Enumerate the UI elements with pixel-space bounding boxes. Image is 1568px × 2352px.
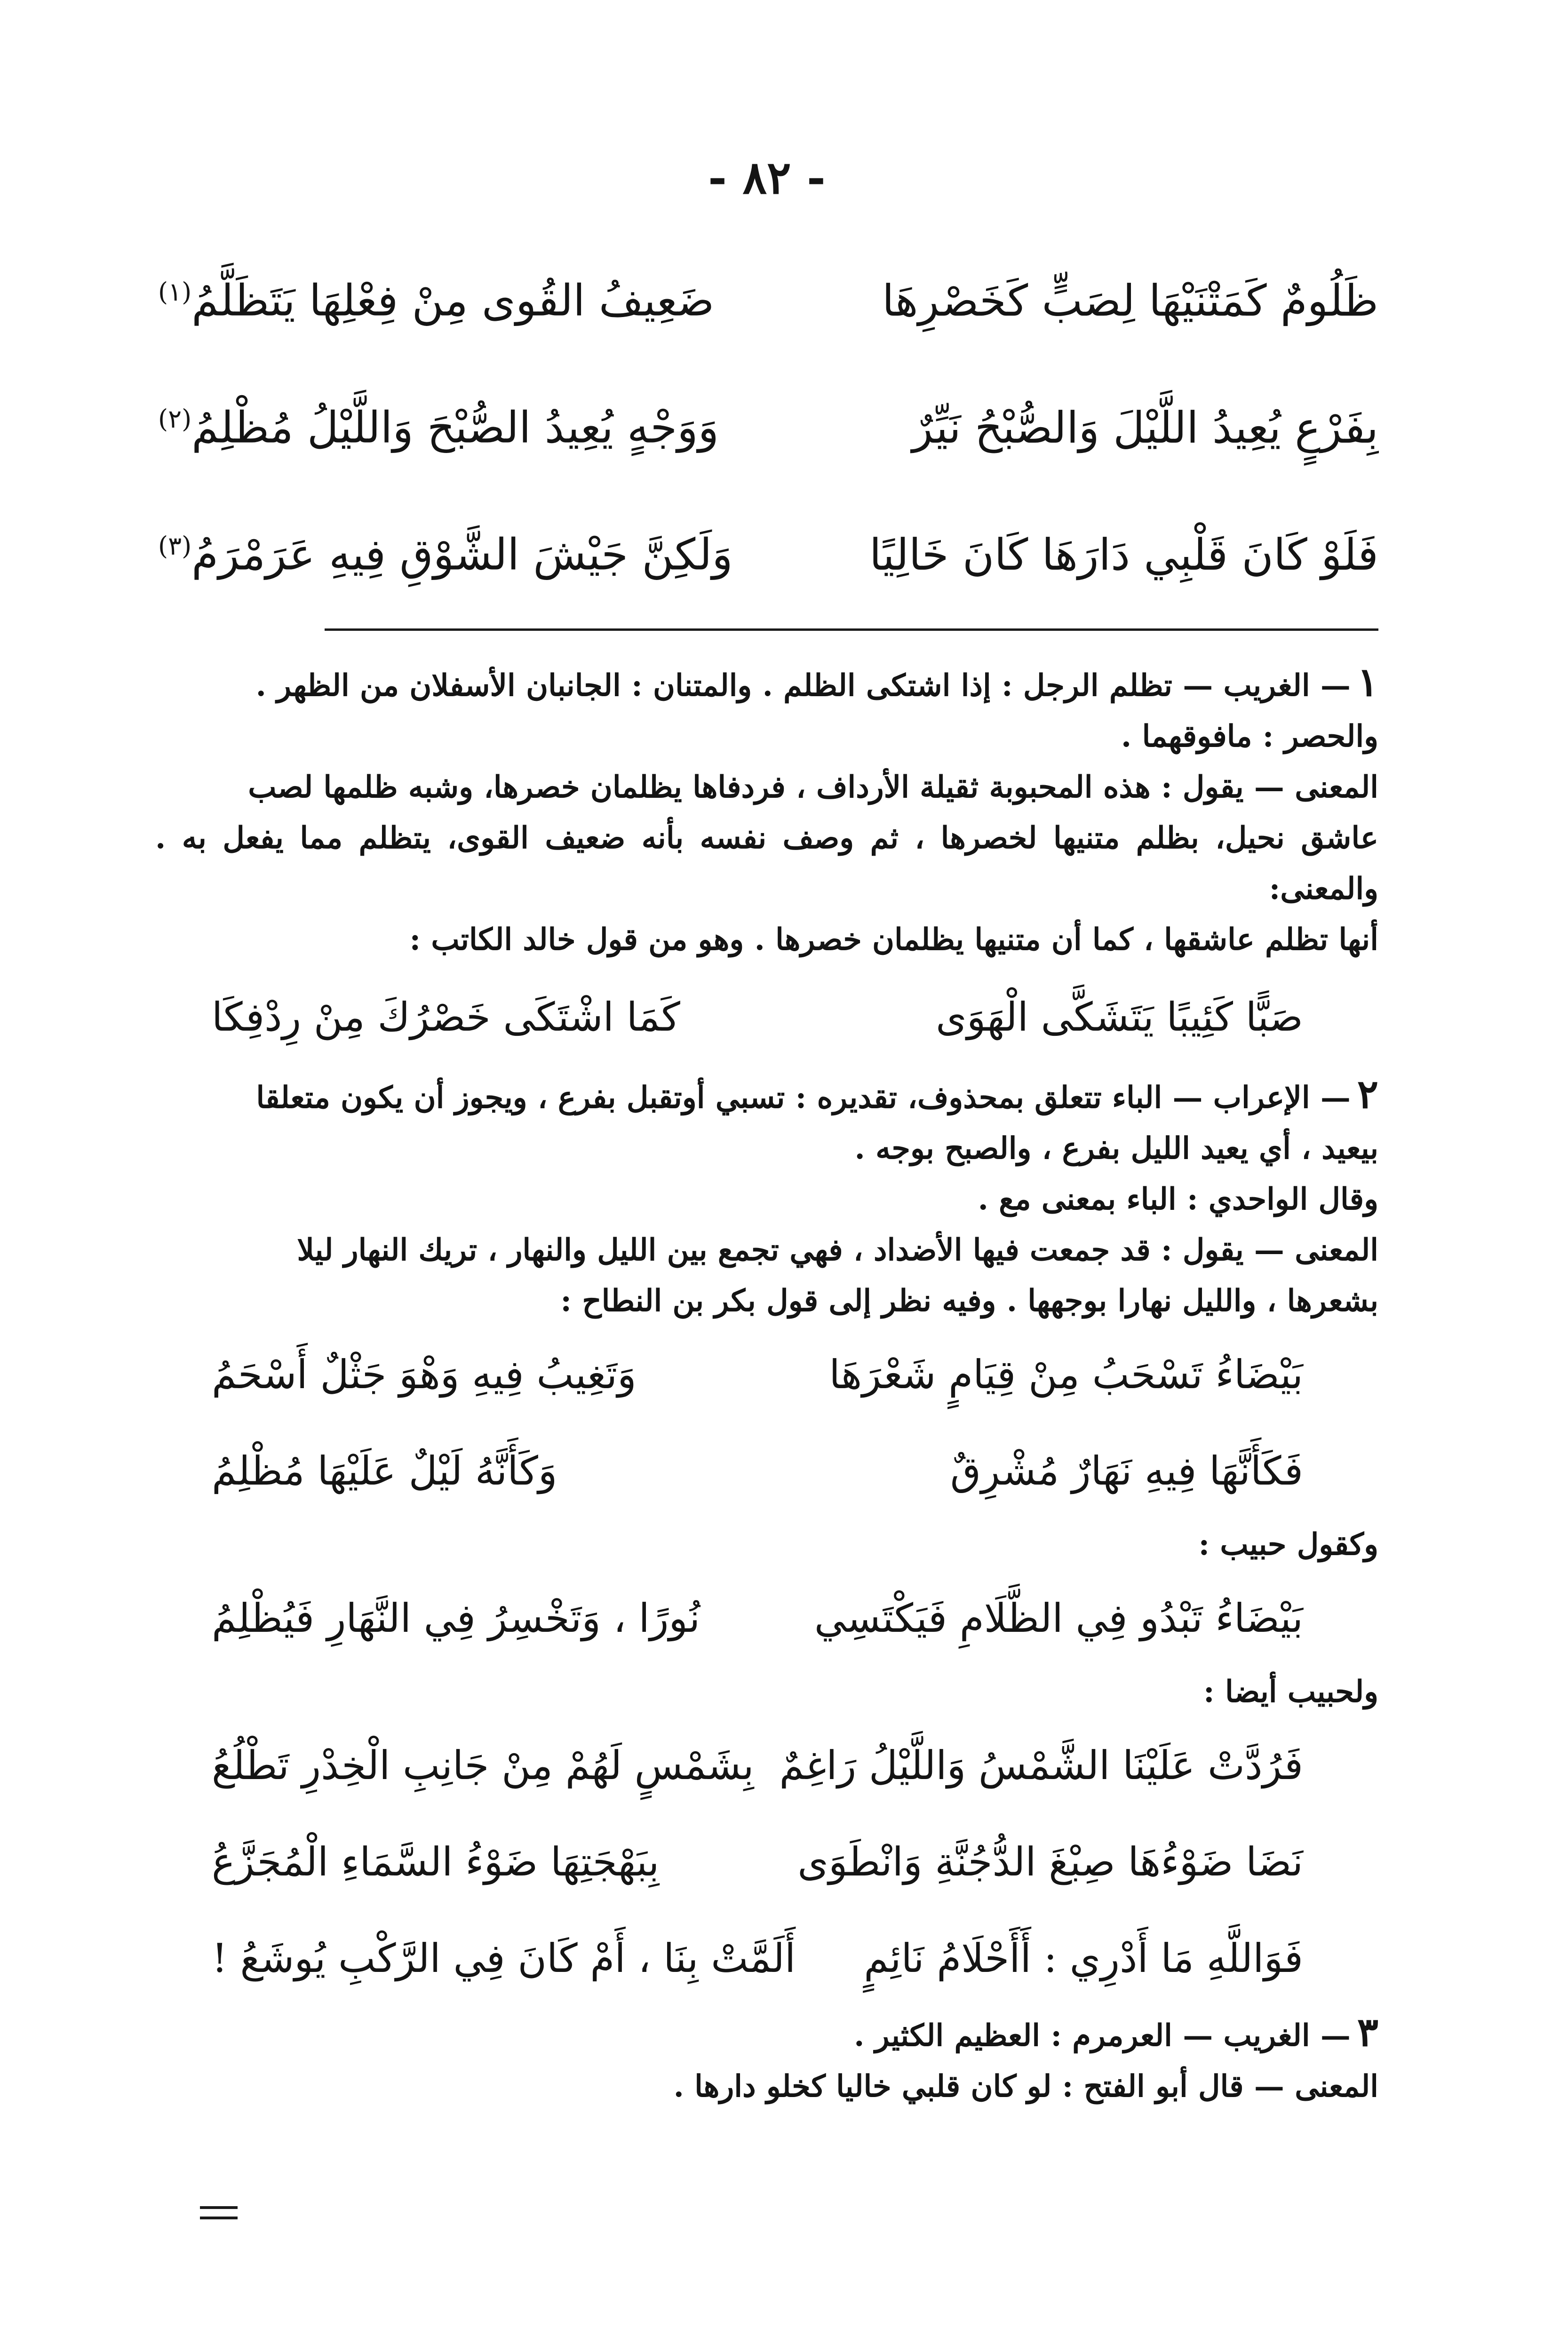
- note-2-line-1: [155, 1069, 1378, 1123]
- page-number: - ٨٢ -: [708, 151, 826, 204]
- note-2-grammar: — الإعراب — الباء تتعلق بمحذوف، تقديره : تسبي أوتقبل بفرع ، ويجوز أن يكون متعلقا: [256, 1080, 1351, 1115]
- note-2-habib-intro: وكقول حبيب :: [1198, 1527, 1378, 1562]
- footnote-ref-1: (١): [158, 277, 192, 307]
- note-1-line-2: والحصر : مافوقهما .: [1121, 719, 1378, 754]
- note-2-quoted-verse-2: [155, 1423, 1378, 1519]
- note-2-quote-3-second: نُورًا ، وَتَخْسِرُ فِي النَّهَارِ فَيُظْلِمُ: [212, 1595, 700, 1641]
- note-2-quote-4-second: بِشَمْسٍ لَهُمْ مِنْ جَانِبِ الْخِدْرِ تَطْلُعُ: [212, 1742, 754, 1788]
- verse-1-first-hemistich: ظَلُومٌ كَمَتْنَيْهَا لِصَبٍّ كَخَصْرِهَا: [882, 275, 1378, 326]
- note-1-quoted-verse: [155, 965, 1378, 1069]
- note-2-quote-1-first: بَيْضَاءُ تَسْحَبُ مِنْ قِيَامٍ شَعْرَهَا: [829, 1351, 1303, 1398]
- note-1-line-1: [155, 657, 1378, 711]
- note-2-quoted-verse-6: [155, 1910, 1378, 2007]
- verse-3-second-text: وَلَكِنَّ جَيْشَ الشَّوْقِ فِيهِ عَرَمْرَمُ: [191, 529, 733, 580]
- note-2-quote-2-second: وَكَأَنَّهُ لَيْلٌ عَلَيْهَا مُظْلِمُ: [212, 1448, 557, 1494]
- footnote-ref-2: (٢): [158, 404, 192, 434]
- note-3-meaning-1: المعنى — قال أبو الفتح : لو كان قلبي خاليا كخلو دارها .: [673, 2069, 1378, 2104]
- note-3-gloss: — الغريب — العرمرم : العظيم الكثير .: [854, 2018, 1351, 2053]
- verse-2-second-hemistich: [155, 356, 719, 492]
- verse-1-second-text: ضَعِيفُ القُوى مِنْ فِعْلِهَا يَتَظَلَّمُ: [191, 275, 715, 326]
- verse-1-second-hemistich: [155, 229, 714, 365]
- note-2-quoted-verse-1: [155, 1327, 1378, 1423]
- book-page: [155, 151, 1378, 2112]
- note-1-meaning-3: أنها تظلم عاشقها ، كما أن متنيها يظلمان خصرها . وهو من قول خالد الكاتب :: [409, 922, 1378, 957]
- note-2-quote-3-first: بَيْضَاءُ تَبْدُو فِي الظَّلَامِ فَيَكْتَسِي: [814, 1595, 1303, 1641]
- note-2-meaning-1: المعنى — يقول : قد جمعت فيها الأضداد ، فهي تجمع بين الليل والنهار ، تريك النهار ليلا: [297, 1232, 1378, 1268]
- note-2-quoted-verse-3: [155, 1570, 1378, 1667]
- note-3-number: ٣: [1357, 2009, 1378, 2055]
- note-1-gloss: — الغريب — تظلم الرجل : إذا اشتكى الظلم . والمتنان : الجانبان الأسفلان من الظهر .: [255, 668, 1351, 703]
- note-1-meaning-2: عاشق نحيل، بظلم متنيها لخصرها ، ثم وصف نفسه بأنه ضعيف القوى، يتظلم مما يفعل به . والمعنى:: [155, 820, 1378, 906]
- note-1-meaning-1: المعنى — يقول : هذه المحبوبة ثقيلة الأرداف ، فردفاها يظلمان خصرها، وشبه ظلمها لصب: [248, 770, 1378, 805]
- note-2-quoted-verse-5: [155, 1814, 1378, 1910]
- verse-line-3: [155, 483, 1378, 610]
- note-2-meaning-2: بشعرها ، والليل نهارا بوجهها . وفيه نظر إلى قول بكر بن النطاح :: [560, 1283, 1378, 1319]
- note-2-quote-6-first: فَوَاللَّهِ مَا أَدْرِي : أَأَحْلَامُ نَائِمٍ: [864, 1935, 1303, 1981]
- continuation-mark: [200, 2206, 238, 2220]
- note-2-line-2: بيعيد ، أي يعيد الليل بفرع ، والصبح بوجه .: [854, 1131, 1378, 1166]
- note-2-line-3: وقال الواحدي : الباء بمعنى مع .: [978, 1182, 1378, 1217]
- note-1-quote-first: صَبًّا كَئِيبًا يَتَشَكَّى الْهَوَى: [936, 994, 1303, 1040]
- note-2-quote-1-second: وَتَغِيبُ فِيهِ وَهْوَ جَثْلٌ أَسْحَمُ: [212, 1351, 637, 1398]
- note-2-quoted-verse-4: [155, 1717, 1378, 1814]
- note-2-quote-2-first: فَكَأَنَّهَا فِيهِ نَهَارٌ مُشْرِقٌ: [950, 1448, 1303, 1494]
- note-1-quote-second: كَمَا اشْتَكَى خَصْرُكَ مِنْ رِدْفِكَا: [212, 994, 680, 1040]
- verse-2-first-hemistich: بِفَرْعٍ يُعِيدُ اللَّيْلَ وَالصُّبْحُ نَيِّرٌ: [912, 402, 1378, 453]
- note-2-quote-6-second: أَلَمَّتْ بِنَا ، أَمْ كَانَ فِي الرَّكْبِ يُوشَعُ !: [212, 1935, 796, 1981]
- footnote-ref-3: (٣): [158, 531, 192, 561]
- verse-line-2: [155, 356, 1378, 483]
- footnote-divider: [325, 628, 1378, 631]
- verse-line-1: [155, 229, 1378, 356]
- note-2-quote-5-first: نَضَا ضَوْءُهَا صِبْغَ الدُّجُنَّةِ وَانْطَوَى: [797, 1839, 1303, 1885]
- note-3-line-1: [155, 2007, 1378, 2061]
- verse-2-second-text: وَوَجْهٍ يُعِيدُ الصُّبْحَ وَاللَّيْلُ مُظْلِمُ: [191, 402, 719, 453]
- verse-3-second-hemistich: [155, 483, 733, 619]
- note-2-habib-also: ولحبيب أيضا :: [1203, 1674, 1378, 1709]
- note-2-quote-5-second: بِبَهْجَتِهَا ضَوْءُ السَّمَاءِ الْمُجَزَّعُ: [212, 1839, 660, 1885]
- note-2-quote-4-first: فَرُدَّتْ عَلَيْنَا الشَّمْسُ وَاللَّيْلُ رَاغِمٌ: [779, 1742, 1303, 1788]
- note-1-number: ١: [1357, 659, 1378, 705]
- verse-3-first-hemistich: فَلَوْ كَانَ قَلْبِي دَارَهَا كَانَ خَالِيًا: [869, 529, 1378, 580]
- note-2-number: ٢: [1357, 1071, 1378, 1117]
